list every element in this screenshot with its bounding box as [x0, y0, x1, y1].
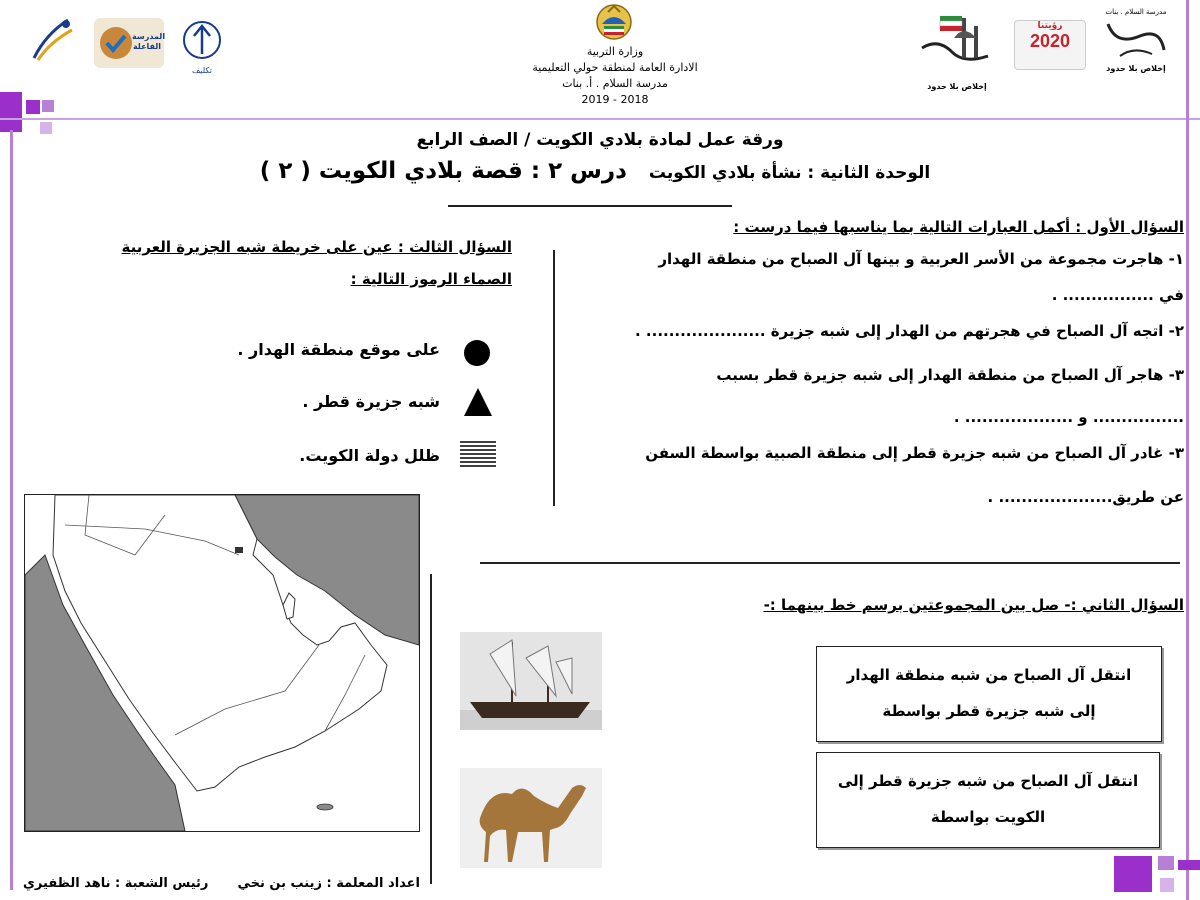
q3-heading-2: الصماء الرموز التالية :: [350, 270, 512, 288]
camel-image: [460, 768, 602, 868]
q1-heading: السؤال الأول : أكمل العبارات التالية بما يناسبها فيما درست :: [733, 218, 1184, 236]
q1-block: [590, 218, 1184, 506]
logo-left-1: [28, 14, 76, 64]
match-box-2-line-1: انتقل آل الصباح من شبه جزيرة قطر إلى: [837, 772, 1139, 790]
logo-calligraphy-top: مدرسة السلام . بنات: [1105, 8, 1167, 16]
q3-block: [60, 238, 512, 288]
q1-line-1: ١- هاجرت مجموعة من الأسر العربية و بينها آل الصباح من منطقة الهدار: [658, 250, 1184, 268]
arabian-peninsula-map: [24, 494, 420, 832]
kuwait-emblem: [594, 2, 634, 46]
lesson-title-row: [250, 158, 940, 184]
q1-line-5: ................ و ................... .: [953, 408, 1184, 426]
hatch-symbol-label: ظلل دولة الكويت.: [299, 446, 440, 465]
school-name: مدرسة السلام . أ. بنات: [562, 77, 668, 90]
logo-right-calligraphy: [1100, 8, 1172, 88]
worksheet-title: ورقة عمل لمادة بلادي الكويت / الصف الرابع: [416, 130, 784, 150]
ministry-name: وزارة التربية: [586, 45, 644, 58]
logo-effective-school: [94, 18, 164, 68]
logo-takleef-text: تكليف: [192, 66, 212, 75]
ship-image: [460, 632, 602, 730]
map-kuwait-marker: [235, 547, 243, 553]
footer-teacher: اعداد المعلمة : زينب بن نخي: [237, 876, 420, 891]
footer-credits: [23, 876, 420, 891]
unit-title: الوحدة الثانية : نشأة بلادي الكويت: [648, 163, 931, 183]
lesson-title: درس ٢ : قصة بلادي الكويت ( ٢ ): [259, 158, 627, 184]
match-box-1: [816, 646, 1162, 742]
q1-line-4: ٣- هاجر آل الصباح من منطقة الهدار إلى شبه جزيرة قطر بسبب: [716, 366, 1184, 384]
q1-line-2: في ................ .: [1051, 286, 1184, 304]
hatch-symbol-icon: [460, 440, 496, 470]
symbol-row-hatch: [230, 440, 500, 474]
header-block: [490, 44, 740, 108]
symbol-row-triangle: [230, 386, 500, 420]
vertical-divider-bottom: [430, 574, 432, 884]
vertical-divider-top: [553, 250, 555, 506]
logo-vision-2020: [1014, 20, 1086, 70]
logo-vision-year: 2020: [1029, 31, 1071, 51]
logo-right-mosque: [918, 8, 996, 96]
logo-effective-school-text: المدرسة الفاعلة: [132, 32, 166, 51]
map-island: [317, 804, 333, 810]
match-box-2: [816, 752, 1160, 848]
match-box-1-line-2: إلى شبه جزيرة قطر بواسطة: [882, 702, 1096, 720]
match-box-1-line-1: انتقل آل الصباح من شبه منطقة الهدار: [846, 666, 1132, 684]
circle-symbol-icon: [462, 338, 492, 368]
triangle-symbol-icon: [462, 386, 494, 418]
logo-vision-text: رؤيتنا: [1037, 21, 1063, 31]
academic-year: 2018 - 2019: [581, 93, 649, 106]
symbol-row-circle: [230, 336, 500, 370]
q1-line-7: عن طريق.................... .: [987, 488, 1184, 506]
match-box-2-line-2: الكويت بواسطة: [930, 808, 1046, 826]
title-underline: [448, 205, 732, 207]
q1-line-6: ٣- غادر آل الصباح من شبه جزيرة قطر إلى منطقة الصبية بواسطة السفن: [645, 444, 1184, 462]
circle-symbol-label: على موقع منطقة الهدار .: [237, 340, 440, 359]
footer-department-head: رئيس الشعبة : ناهد الظفيري: [23, 876, 209, 891]
logo-takleef: [180, 18, 224, 78]
logo-right-mosque-text: إخلاص بلا حدود: [927, 82, 987, 91]
logo-calligraphy-text: إخلاص بلا حدود: [1106, 64, 1166, 73]
triangle-symbol-label: شبه جزيرة قطر .: [302, 392, 440, 411]
horizontal-divider: [480, 562, 1180, 564]
q1-line-3: ٢- اتجه آل الصباح في هجرتهم من الهدار إلى شبه جزيرة ..................... .: [635, 322, 1184, 340]
directorate-name: الادارة العامة لمنطقة حولي التعليمية: [532, 61, 698, 74]
q2-heading: السؤال الثاني :- صل بين المجموعتين برسم خط بينهما :-: [763, 596, 1184, 614]
q3-heading-1: السؤال الثالث : عين على خريطة شبه الجزيرة العربية: [121, 238, 512, 256]
